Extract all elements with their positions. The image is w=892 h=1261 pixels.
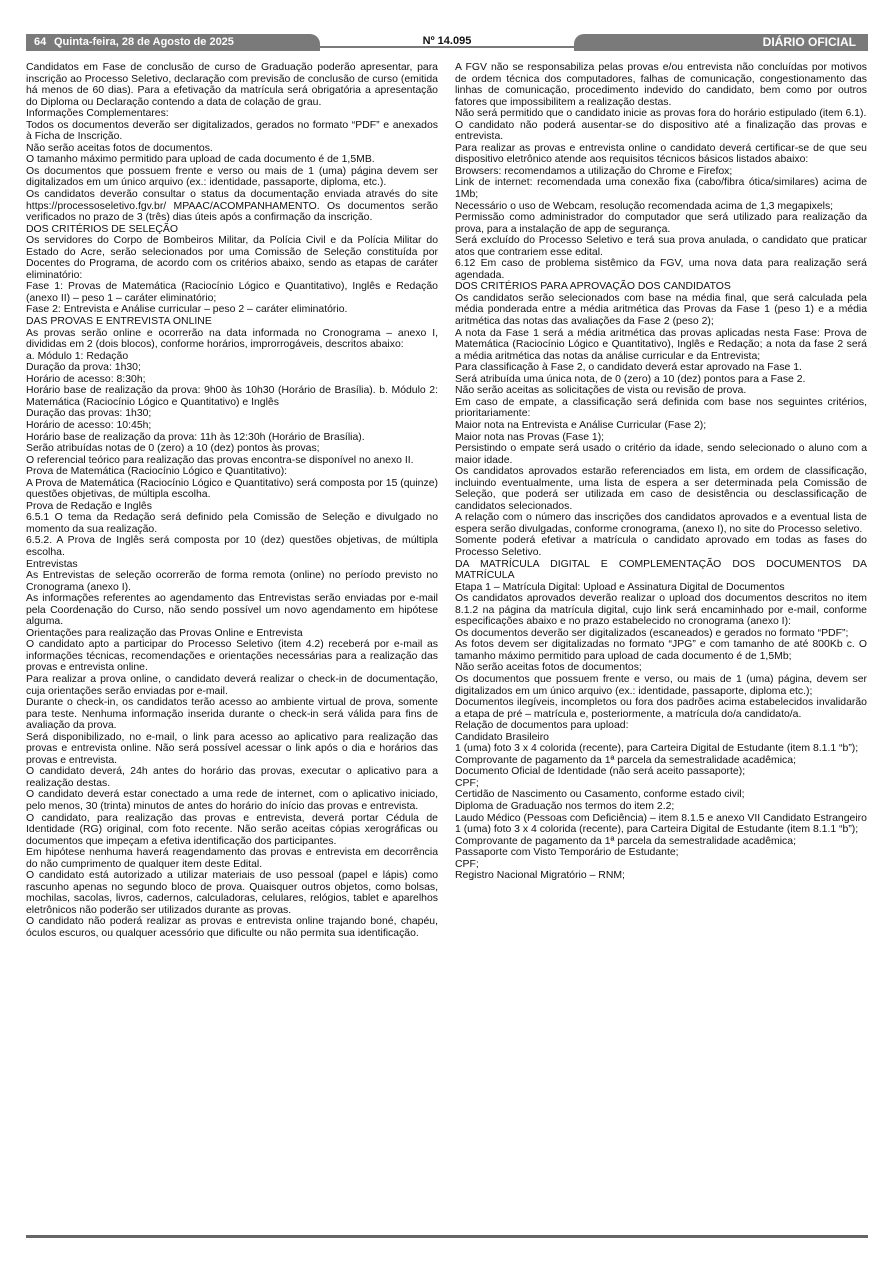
paragraph: CPF; [455, 777, 479, 789]
paragraph: Documentos ilegíveis, incompletos ou fora dos padrões acima estabelecidos invalidarão a etapa de pré – matrícula e, posteriormente, a matrícula do/a candidato/a. [455, 697, 867, 720]
paragraph: Comprovante de pagamento da 1ª parcela da semestralidade acadêmica; [455, 754, 796, 766]
paragraph: Os candidatos deverão consultar o status da documentação enviada através do site https://processoseletivo.fgv.br/ MPAAC/ACOMPANHAMENTO. Os documentos serão verificados no prazo de 3 (três) dias úteis após a confirmação da inscrição. [26, 189, 438, 224]
paragraph: Fase 2: Entrevista e Análise curricular – peso 2 – caráter eliminatório. [26, 304, 348, 316]
paragraph: O referencial teórico para realização das provas encontra-se disponível no anexo II. [26, 454, 414, 466]
paragraph: a. Módulo 1: Redação [26, 350, 129, 362]
right-text-column [455, 62, 867, 882]
paragraph: Horário base de realização da prova: 11h às 12:30h (Horário de Brasília). [26, 431, 365, 443]
paragraph: O candidato, para realização das provas e entrevista, deverá portar Cédula de Identidade (RG) original, com foto recente. Não serão aceitas cópias xerográficas ou documentos que impeçam a efetiva identificação dos participantes. [26, 812, 438, 847]
paragraph: O candidato deverá, 24h antes do horário das provas, executar o aplicativo para a realização destas. [26, 766, 438, 789]
paragraph: Todos os documentos deverão ser digitalizados, gerados no formato “PDF” e anexados à Ficha de Inscrição. [26, 119, 438, 143]
paragraph: Horário de acesso: 10:45h; [26, 419, 152, 431]
paragraph: Registro Nacional Migratório – RNM; [455, 870, 625, 882]
paragraph: DOS CRITÉRIOS DE SELEÇÃO [26, 223, 178, 235]
paragraph: Horário de acesso: 8:30h; [26, 373, 146, 385]
paragraph: Em hipótese nenhuma haverá reagendamento das provas e entrevista em decorrência do não cumprimento de qualquer item deste Edital. [26, 847, 438, 870]
paragraph: Comprovante de pagamento da 1ª parcela da semestralidade acadêmica; [455, 835, 796, 847]
paragraph: Os documentos que possuem frente e verso ou mais de 1 (uma) página devem ser digitalizados em um único arquivo (ex.: identidade, passaporte, diploma, etc.). [26, 165, 438, 189]
paragraph: 6.5.2. A Prova de Inglês será composta por 10 (dez) questões objetivas, de múltipla escolha. [26, 535, 438, 558]
paragraph: O candidato não poderá realizar as provas e entrevista online trajando boné, chapéu, óculos escuros, ou qualquer acessório que dificulte ou não permita sua identificação. [26, 916, 438, 940]
paragraph: Em caso de empate, a classificação será definida com base nos seguintes critérios, prioritariamente: [455, 396, 867, 420]
paragraph: Prova de Matemática (Raciocínio Lógico e Quantitativo): [26, 466, 288, 478]
paragraph: O candidato não poderá ausentar-se do dispositivo até a finalização das provas e entrevista. [455, 119, 867, 143]
paragraph: A relação com o número das inscrições dos candidatos aprovados e a eventual lista de espera serão divulgadas, conforme cronograma, (anexo I), no site do Processo seletivo. [455, 512, 867, 535]
paragraph: Maior nota na Entrevista e Análise Curricular (Fase 2); [455, 419, 707, 431]
paragraph: As provas serão online e ocorrerão na data informada no Cronograma – anexo I, divididas em 2 (dois blocos), conforme horários, improrrogáveis, descritos abaixo: [26, 327, 438, 351]
publication-title: DIÁRIO OFICIAL [762, 35, 856, 49]
paragraph: Duração das provas: 1h30; [26, 408, 152, 420]
paragraph: Persistindo o empate será usado o critério da idade, sendo selecionado o aluno com a maior idade. [455, 443, 867, 466]
paragraph: 1 (uma) foto 3 x 4 colorida (recente), para Carteira Digital de Estudante (item 8.1.1 “b”); [455, 743, 859, 755]
paragraph: Os candidatos aprovados deverão realizar o upload dos documentos descritos no item 8.1.2 na página da matrícula digital, cujo link será encaminhado por e-mail, conforme especificações abaixo e no prazo estabelecido no cronograma (anexo I): [455, 593, 867, 628]
paragraph: Relação de documentos para upload: [455, 720, 629, 732]
paragraph: Não serão aceitas as solicitações de vista ou revisão de prova. [455, 385, 747, 397]
paragraph: CPF; [455, 858, 479, 870]
paragraph: Não será permitido que o candidato inicie as provas fora do horário estipulado (item 6.1). [455, 108, 867, 120]
paragraph: Será atribuída uma única nota, de 0 (zero) a 10 (dez) pontos para a Fase 2. [455, 373, 806, 385]
paragraph: As Entrevistas de seleção ocorrerão de forma remota (online) no período previsto no Cronograma (anexo I). [26, 570, 438, 593]
paragraph: Fase 1: Provas de Matemática (Raciocínio Lógico e Quantitativo), Inglês e Redação (anexo II) – peso 1 – caráter eliminatório; [26, 281, 438, 304]
paragraph: Os candidatos serão selecionados com base na média final, que será calculada pela média ponderada entre a média aritmética das Provas da Fase 1 (peso 1) e a média aritmética das notas das avaliações da Fase 2 (peso 2); [455, 292, 867, 328]
paragraph: DAS PROVAS E ENTREVISTA ONLINE [26, 316, 212, 328]
paragraph: 6.12 Em caso de problema sistêmico da FGV, uma nova data para realização será agendada. [455, 258, 867, 281]
paragraph: Certidão de Nascimento ou Casamento, conforme estado civil; [455, 789, 745, 801]
page-header [26, 34, 868, 51]
paragraph: O tamanho máximo permitido para upload de cada documento é de 1,5MB. [26, 154, 375, 166]
paragraph: As fotos devem ser digitalizadas no formato “JPG” e com tamanho de até 800Kb c. O tamanho máximo permitido para upload de cada documento é de 1,5Mb; [455, 639, 867, 662]
paragraph: O candidato está autorizado a utilizar materiais de uso pessoal (papel e lápis) como rascunho apenas no segundo bloco de prova. Quaisquer outros objetos, como bolsas, mochilas, sacolas, livros, cadernos, calculadoras, celulares, relógios, tablet e aparelhos eletrônicos não poderão ser utilizados durante as provas. [26, 870, 438, 916]
paragraph: Link de internet: recomendada uma conexão fixa (cabo/fibra ótica/similares) acima de 1Mb; [455, 177, 867, 201]
paragraph: Etapa 1 – Matrícula Digital: Upload e Assinatura Digital de Documentos [455, 581, 785, 593]
paragraph: 6.5.1 O tema da Redação será definido pela Comissão de Seleção e divulgado no momento da sua realização. [26, 512, 438, 535]
paragraph: DOS CRITÉRIOS PARA APROVAÇÃO DOS CANDIDATOS [455, 281, 731, 293]
paragraph: Prova de Redação e Inglês [26, 500, 152, 512]
paragraph: Candidato Brasileiro [455, 731, 549, 743]
paragraph: Necessário o uso de Webcam, resolução recomendada acima de 1,3 megapixels; [455, 200, 834, 212]
header-right-tab [574, 34, 868, 51]
paragraph: Os documentos deverão ser digitalizados (escaneados) e gerados no formato “PDF”; [455, 627, 849, 639]
paragraph: Entrevistas [26, 558, 78, 570]
paragraph: O candidato apto a participar do Processo Seletivo (item 4.2) receberá por e-mail as informações técnicas, recomendações e orientações necessárias para a realização das provas e entrevista online. [26, 639, 438, 674]
paragraph: Diploma de Graduação nos termos do item 2.2; [455, 801, 675, 812]
paragraph: Somente poderá efetivar a matrícula o candidato aprovado em todas as fases do Processo Seletivo. [455, 535, 867, 558]
paragraph: Não serão aceitas fotos de documentos. [26, 142, 213, 154]
paragraph: Para classificação à Fase 2, o candidato deverá estar aprovado na Fase 1. [455, 362, 802, 374]
paragraph: Documento Oficial de Identidade (não será aceito passaporte); [455, 766, 746, 778]
paragraph: Os servidores do Corpo de Bombeiros Militar, da Polícia Civil e da Polícia Militar do Estado do Acre, serão selecionados por uma Comissão de Seleção constituída por Docentes do Programa, de acordo com os critérios abaixo, sendo as etapas de caráter eliminatório: [26, 235, 438, 281]
paragraph: Duração da prova: 1h30; [26, 362, 141, 374]
paragraph: Para realizar a prova online, o candidato deverá realizar o check-in de documentação, cuja orientações serão enviadas por e-mail. [26, 673, 438, 697]
paragraph: Será excluído do Processo Seletivo e terá sua prova anulada, o candidato que praticar atos que contrariem esse edital. [455, 235, 867, 258]
paragraph: Será disponibilizado, no e-mail, o link para acesso ao aplicativo para realização das provas e entrevista online. Não será possível acessar o link após o dia e horários das provas e entrevista. [26, 731, 438, 766]
paragraph: Orientações para realização das Provas Online e Entrevista [26, 627, 303, 639]
paragraph: Maior nota nas Provas (Fase 1); [455, 431, 605, 443]
paragraph: Os documentos que possuem frente e verso, ou mais de 1 (uma) página, devem ser digitalizados em um único arquivo (ex.: identidade, passaporte, diploma etc.); [455, 673, 867, 697]
paragraph: Horário base de realização da prova: 9h00 às 10h30 (Horário de Brasília). b. Módulo 2: Matemática (Raciocínio Lógico e Quantitativo) e Inglês [26, 385, 438, 408]
paragraph: Passaporte com Visto Temporário de Estudante; [455, 847, 679, 859]
paragraph: Para realizar as provas e entrevista online o candidato deverá certificar-se de que seu dispositivo eletrônico atende aos requisitos técnicos básicos listados abaixo: [455, 142, 867, 166]
paragraph: A FGV não se responsabiliza pelas provas e/ou entrevista não concluídas por motivos de ordem técnica dos computadores, falhas de comunicação, congestionamento das linhas de comunicação, procedimento indevido do candidato, bem como por outros fatores que impossibilitem a realização destas. [455, 62, 867, 108]
paragraph: Durante o check-in, os candidatos terão acesso ao ambiente virtual de prova, somente para teste. Nenhuma informação inserida durante o check-in será válida para fins de avaliação da prova. [26, 697, 438, 732]
paragraph: A nota da Fase 1 será a média aritmética das provas aplicadas nesta Fase: Prova de Matemática (Raciocínio Lógico e Quantitativo), Inglês e Redação; a nota da fase 2 será a média aritmética das notas da análise curricular e da Entrevista; [455, 327, 867, 362]
page-number: 64 [34, 36, 47, 48]
paragraph: Laudo Médico (Pessoas com Deficiência) – item 8.1.5 e anexo VII Candidato Estrangeiro [455, 812, 867, 824]
footer-rule [26, 1235, 868, 1238]
paragraph: Não serão aceitas fotos de documentos; [455, 662, 642, 674]
paragraph: 1 (uma) foto 3 x 4 colorida (recente), para Carteira Digital de Estudante (item 8.1.1 “b”); [455, 824, 859, 836]
left-text-column [26, 62, 438, 940]
paragraph: Serão atribuídas notas de 0 (zero) a 10 (dez) pontos às provas; [26, 443, 320, 455]
paragraph: O candidato deverá estar conectado a uma rede de internet, com o aplicativo iniciado, pelo menos, 30 (trinta) minutos de antes do horário do início das provas e entrevista. [26, 789, 438, 812]
paragraph: Informações Complementares: [26, 108, 169, 120]
paragraph: Os candidatos aprovados estarão referenciados em lista, em ordem de classificação, incluindo eventualmente, uma lista de espera a ser determinada pela Comissão de Seleção, que poderá ser utilizada em caso de desistência ou desclassificação de candidatos selecionados. [455, 466, 867, 512]
paragraph: Permissão como administrador do computador que será utilizado para realização da prova, para a instalação de app de segurança. [455, 212, 867, 235]
issue-date: Quinta-feira, 28 de Agosto de 2025 [54, 36, 234, 48]
paragraph: As informações referentes ao agendamento das Entrevistas serão enviadas por e-mail pela Coordenação do Curso, não sendo possível um novo agendamento em hipótese alguma. [26, 593, 438, 628]
paragraph: A Prova de Matemática (Raciocínio Lógico e Quantitativo) será composta por 15 (quinze) questões objetivas, de múltipla escolha. [26, 477, 438, 501]
paragraph: Browsers: recomendamos a utilização do Chrome e Firefox; [455, 165, 733, 177]
paragraph: DA MATRÍCULA DIGITAL E COMPLEMENTAÇÃO DOS DOCUMENTOS DA MATRÍCULA [455, 558, 867, 582]
issue-number: Nº 14.095 [422, 35, 472, 47]
paragraph: Candidatos em Fase de conclusão de curso de Graduação poderão apresentar, para inscrição ao Processo Seletivo, declaração com previsão de conclusão de curso (emitida há menos de 60 dias). Para a efetivação da matrícula será obrigatória a apresentação do Diploma ou Declaração contendo a data de colação de grau. [26, 62, 438, 108]
